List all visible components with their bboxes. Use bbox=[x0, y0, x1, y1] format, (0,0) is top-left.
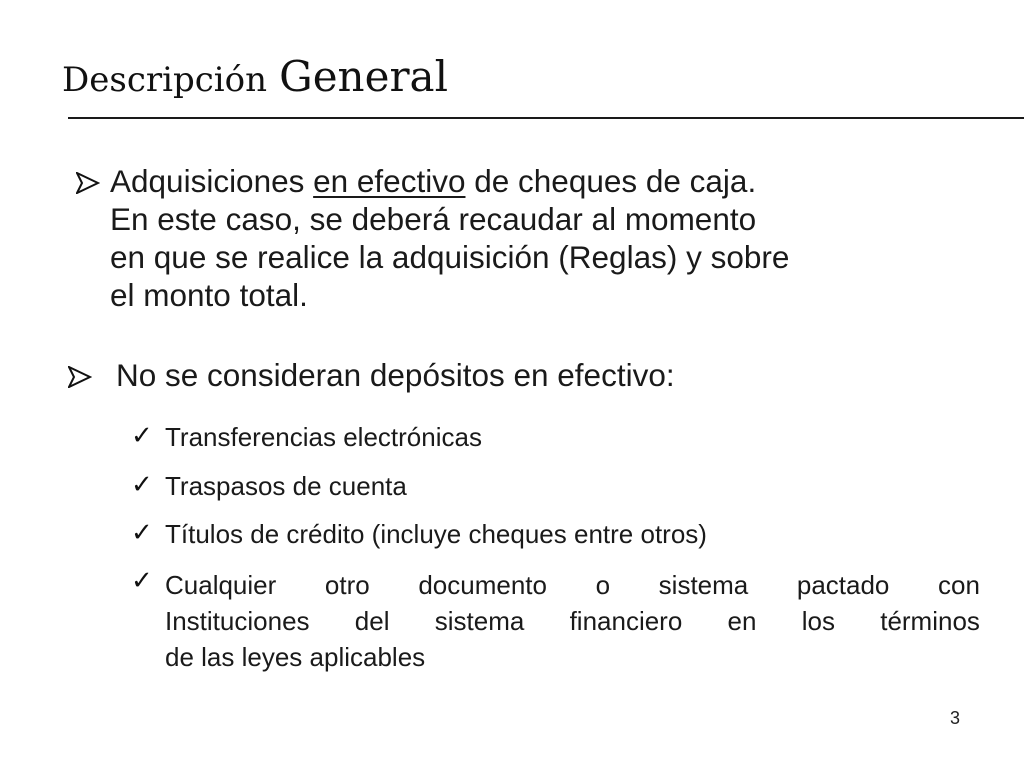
item4-line3: de las leyes aplicables bbox=[165, 642, 426, 672]
item4-line2 bbox=[165, 603, 980, 639]
bullet1-line3: en que se realice la adquisición (Reglas) y sobre bbox=[110, 239, 790, 275]
word: Instituciones bbox=[165, 606, 310, 636]
word: o bbox=[595, 570, 611, 600]
checkmark-icon: ✓ bbox=[131, 420, 153, 450]
bullet-not-cash-deposits: No se consideran depósitos en efectivo: bbox=[116, 357, 675, 393]
word: del bbox=[354, 606, 390, 636]
word: en bbox=[727, 606, 757, 636]
checkmark-icon: ✓ bbox=[131, 469, 153, 499]
checkmark-icon: ✓ bbox=[131, 565, 153, 595]
bullet1-text-b: de cheques de caja. bbox=[465, 163, 757, 199]
word: sistema bbox=[434, 606, 525, 636]
slide-title bbox=[62, 52, 449, 101]
bullet-cash-acquisitions bbox=[110, 162, 990, 314]
bullet1-line2: En este caso, se deberá recaudar al momento bbox=[110, 201, 757, 237]
word: los bbox=[801, 606, 835, 636]
bullet1-underlined: en efectivo bbox=[313, 163, 466, 199]
title-divider bbox=[68, 117, 1024, 119]
word: términos bbox=[880, 606, 980, 636]
word: documento bbox=[418, 570, 547, 600]
check-item-transfers: Transferencias electrónicas bbox=[165, 422, 482, 452]
word: Cualquier bbox=[165, 570, 277, 600]
word: financiero bbox=[569, 606, 683, 636]
check-item-account-transfers: Traspasos de cuenta bbox=[165, 471, 407, 501]
word: con bbox=[938, 570, 980, 600]
page-number: 3 bbox=[950, 708, 961, 728]
check-item-other-documents bbox=[165, 567, 980, 675]
word: otro bbox=[324, 570, 370, 600]
bullet1-text-a: Adquisiciones bbox=[110, 163, 314, 199]
word: sistema bbox=[658, 570, 749, 600]
word: pactado bbox=[796, 570, 890, 600]
checkmark-icon: ✓ bbox=[131, 517, 153, 547]
bullet1-line1 bbox=[110, 162, 990, 200]
title-part1: Descripción bbox=[62, 60, 268, 100]
item4-line1 bbox=[165, 567, 980, 603]
bullet1-line4: el monto total. bbox=[110, 277, 308, 313]
check-item-credit-titles: Títulos de crédito (incluye cheques entre otros) bbox=[165, 519, 707, 549]
title-part2: General bbox=[279, 52, 449, 101]
